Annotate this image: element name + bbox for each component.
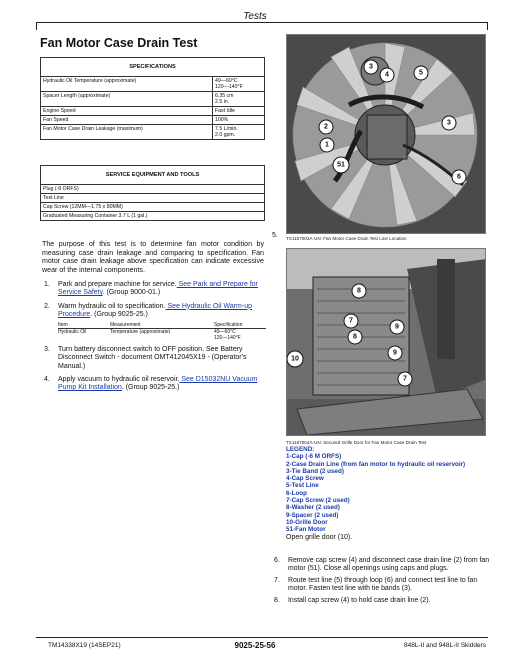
svg-text:8: 8 [357,287,361,295]
callout-9a [390,320,404,334]
callout-4 [380,68,394,82]
warmup-spec-table: Item Measurement Specification Hydraulic Oil Temperature (approximate) 49—60°C 120—140°F [58,322,266,341]
legend-item: 9-Spacer (2 used) [286,511,339,519]
callout-8b [348,330,362,344]
legend-title: LEGEND: [286,446,315,453]
callout-1 [320,138,334,152]
table-row: Spacer Length (approximate) 6.35 cm 2.5 in. [41,92,265,107]
svg-text:7: 7 [349,317,353,325]
header-rule-right [487,22,488,30]
footer-rule [36,637,488,638]
legend-item: 6-Loop [286,489,307,497]
fan-motor-photo [286,34,486,234]
list-item: 2. Warm hydraulic oil to specification. See Hydraulic Oil Warm-up Procedure. (Group 9025-25.) Item Measurement Specification Hydraulic Oil Temperature (approximate) 49—60°C 120—140°F [42,303,268,342]
svg-text:4: 4 [385,71,389,79]
legend-item: 51-Fan Motor [286,526,326,534]
callout-3a [364,60,378,74]
table-row: Test Line [41,194,265,203]
svg-text:7: 7 [403,375,407,383]
legend-item: 8-Washer (2 used) [286,504,341,512]
callout-3b [442,116,456,130]
callout-51 [333,157,349,173]
legend-item: 10-Grille Door [286,518,328,526]
svg-text:3: 3 [447,119,451,127]
procedure-steps-right [274,557,494,609]
table-row: Hydraulic Oil Temperature (approximate) 49—60°C 120—140°F [41,77,265,92]
legend-item: 5-Test Line [286,482,319,490]
legend [286,446,465,541]
legend-item: 2-Case Drain Line (from fan motor to hydraulic oil reservoir) [286,460,466,468]
figure2-caption: TX1167004A-UN: Secured Grille Door for Fan Motor Case Drain Test [286,440,427,445]
legend-item: 1-Cap (-6 M ORFS) [286,453,342,461]
figure-side-number: 5. [272,232,278,239]
list-item: 8. Install cap screw (4) to hold case drain line (2). [274,597,431,604]
callout-8a [352,284,366,298]
legend-item: 4-Cap Screw [286,475,324,483]
service-equipment-heading: SERVICE EQUIPMENT AND TOOLS [41,166,265,185]
park-prepare-link[interactable]: See Park and Prepare for Service Safety [58,281,258,297]
list-item: 3. Turn battery disconnect switch to OFF position. See Battery Disconnect Switch - document OMT412045X19 - (Operator's Manual.) [44,346,247,370]
figure1-caption: TX1167003A-UN: Fan Motor Case Drain Test Line Location [286,236,407,241]
svg-text:9: 9 [393,349,397,357]
intro-paragraph: The purpose of this test is to determine fan motor condition by measuring case drain leakage and comparing to specification. Fan motor case drain leakage above specification can indicate excessive wear of the internal components. [42,240,264,274]
grille-door-photo [286,248,486,436]
vacuum-pump-link[interactable]: See D15032NU Vacuum Pump Kit Installation [58,376,258,392]
list-item: 1. Park and prepare machine for service. See Park and Prepare for Service Safety. (Group 9000-01.) [44,281,258,297]
svg-text:9: 9 [395,323,399,331]
table-row: Fan Motor Case Drain Leakage (maximum) 7.5 L/min. 2.0 gpm. [41,125,265,140]
svg-text:8: 8 [353,333,357,341]
callout-5 [414,66,428,80]
specifications-table [40,57,265,140]
legend-item: 3-Tie Band (2 used) [286,467,344,475]
legend-continuation: Open grille door (10). [286,533,353,541]
service-equipment-table [40,165,265,221]
header-rule [36,22,488,23]
callout-7b [398,372,412,386]
list-item: 4. Apply vacuum to hydraulic oil reservoir. See D15032NU Vacuum Pump Kit Installation. (Group 9025-25.) [44,376,258,392]
svg-text:3: 3 [369,63,373,71]
svg-text:1: 1 [325,141,329,149]
table-row: Engine Speed Fast Idle [41,107,265,116]
specifications-heading: SPECIFICATIONS [41,58,265,77]
table-row: Cap Screw (12MM—1.75 x 80MM) [41,203,265,212]
footer-page-number: 9025-25-56 [234,641,276,650]
footer-model: 848L-II and 948L-II Skidders [403,642,486,649]
legend-item: 7-Cap Screw (2 used) [286,497,350,505]
footer-document-id: TM14338X19 (14SEP21) [48,642,121,649]
section-header: Tests [243,11,267,22]
svg-text:2: 2 [324,123,328,131]
svg-text:10: 10 [291,355,299,363]
callout-10 [287,351,303,367]
list-item: 6. Remove cap screw (4) and disconnect case drain line (2) from fan motor (51). Close all openings using caps and plugs. [274,557,490,572]
list-item: 7. Route test line (5) through loop (6) and connect test line to fan motor. Fasten test line with tie bands (3). [274,577,478,592]
svg-text:51: 51 [337,161,345,169]
callout-7a [344,314,358,328]
header-rule-left [36,22,37,30]
procedure-steps-left [42,281,268,398]
page-title: Fan Motor Case Drain Test [40,36,198,50]
table-row: Fan Speed 100% [41,116,265,125]
table-row: Graduated Measuring Container 3.7 L (1 gal.) [41,212,265,221]
svg-text:6: 6 [457,173,461,181]
callout-2 [319,120,333,134]
svg-text:5: 5 [419,69,423,77]
oil-warmup-link[interactable]: See Hydraulic Oil Warm-up Procedure [58,302,253,318]
callout-6 [452,170,466,184]
table-row: Plug (-8 ORFS) [41,185,265,194]
callout-9b [388,346,402,360]
